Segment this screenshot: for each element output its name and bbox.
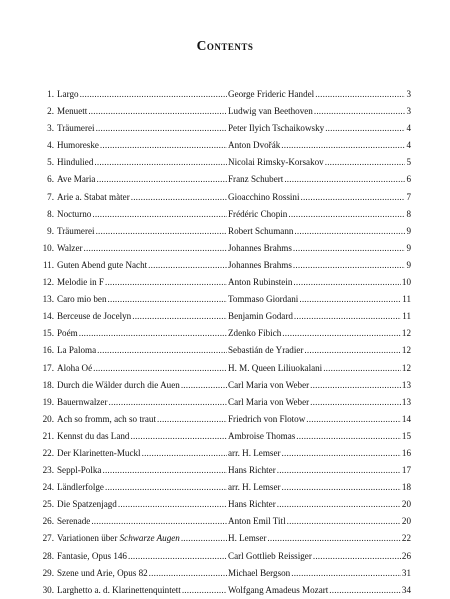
toc-entry: [40, 565, 411, 582]
toc-entry: [40, 411, 411, 428]
entry-page: 11: [402, 311, 411, 322]
entry-composer: Hans Richter: [228, 465, 276, 476]
table-of-contents: [40, 86, 411, 599]
dot-leader: [287, 513, 401, 530]
toc-entry: [40, 154, 411, 171]
entry-number: 20.: [42, 413, 54, 424]
entry-composer: Robert Schumann: [228, 225, 294, 236]
dot-leader: [310, 394, 401, 411]
dot-leader: [284, 171, 405, 188]
toc-entry: [40, 274, 411, 291]
toc-entry: [40, 189, 411, 206]
entry-composer: Peter Ilyich Tschaikowsky: [228, 123, 325, 134]
entry-title: Träumerei: [57, 225, 95, 236]
entry-composer: Hans Richter: [228, 499, 276, 510]
dot-leader: [299, 291, 401, 308]
entry-page: 9: [406, 242, 411, 253]
entry-composer: Ludwig van Beethoven: [228, 106, 313, 117]
dot-leader: [288, 206, 405, 223]
entry-composer: Sebastián de Yradier: [228, 345, 304, 356]
dot-leader: [329, 582, 401, 599]
dot-leader: [157, 411, 227, 428]
dot-leader: [282, 325, 401, 342]
toc-entry: [40, 513, 411, 530]
entry-page: 18: [401, 482, 411, 493]
entry-composer: Johannes Brahms: [228, 242, 292, 253]
entry-title: Largo: [57, 89, 79, 99]
toc-entry: [40, 479, 411, 496]
dot-leader: [181, 377, 227, 394]
dot-leader: [128, 548, 227, 565]
toc-entry: [40, 206, 411, 223]
dot-leader: [293, 257, 406, 274]
dot-leader: [325, 120, 405, 137]
entry-page: 9: [406, 225, 411, 236]
entry-title: Der Klarinetten-Muckl: [57, 447, 141, 458]
dot-leader: [282, 479, 401, 496]
entry-page: 13: [401, 396, 411, 407]
entry-title: Poém: [57, 328, 78, 339]
entry-composer: Franz Schubert: [228, 174, 284, 185]
toc-entry: [40, 462, 411, 479]
entry-page: 22: [401, 533, 411, 544]
dot-leader: [100, 137, 227, 154]
toc-entry: [40, 428, 411, 445]
entry-page: 6: [406, 174, 411, 185]
entry-title: Humoreske: [57, 140, 99, 151]
toc-entry: [40, 223, 411, 240]
entry-number: 12.: [42, 277, 54, 288]
toc-entry: [40, 171, 411, 188]
entry-title: Melodie in F: [57, 277, 104, 288]
entry-number: 5.: [47, 157, 54, 168]
entry-composer: H. Lemser: [228, 533, 267, 544]
entry-number: 14.: [42, 311, 54, 322]
entry-composer: Michael Bergson: [228, 567, 291, 578]
entry-title: Durch die Wälder durch die Auen: [57, 379, 180, 390]
dot-leader: [277, 462, 401, 479]
entry-title: Kennst du das Land: [57, 430, 130, 441]
dot-leader: [93, 360, 227, 377]
entry-page: 8: [406, 208, 411, 219]
dot-leader: [79, 325, 227, 342]
entry-title: Arie a. Stabat màter: [57, 191, 130, 202]
entry-composer: Zdenko Fibich: [228, 328, 282, 339]
dot-leader: [91, 513, 227, 530]
dot-leader: [109, 394, 228, 411]
entry-composer: Ambroise Thomas: [228, 430, 296, 441]
dot-leader: [142, 445, 227, 462]
dot-leader: [118, 496, 227, 513]
entry-number: 21.: [42, 430, 54, 441]
toc-entry: [40, 240, 411, 257]
entry-page: 10: [401, 277, 411, 288]
entry-page: 14: [401, 413, 411, 424]
entry-page: 34: [401, 584, 411, 595]
entry-number: 26.: [42, 516, 54, 527]
dot-leader: [267, 530, 401, 547]
dot-leader: [96, 223, 227, 240]
dot-leader: [132, 308, 227, 325]
dot-leader: [281, 137, 405, 154]
entry-page: 3: [406, 106, 411, 117]
page-title: Contents: [196, 38, 254, 53]
dot-leader: [293, 240, 406, 257]
dot-leader: [294, 308, 401, 325]
toc-entry: [40, 530, 411, 547]
entry-composer: Anton Rubinstein: [228, 277, 293, 288]
entry-page: 7: [406, 191, 411, 202]
entry-title: Ländlerfolge: [57, 482, 104, 493]
toc-entry: [40, 325, 411, 342]
entry-number: 4.: [47, 140, 54, 151]
dot-leader: [94, 154, 227, 171]
entry-composer: Anton Dvořák: [228, 140, 281, 151]
entry-composer: Benjamin Godard: [228, 311, 293, 322]
entry-composer: H. M. Queen Liliuokalani: [228, 362, 323, 373]
toc-entry: [40, 360, 411, 377]
entry-composer: arr. H. Lemser: [228, 482, 281, 493]
toc-entry: [40, 548, 411, 565]
dot-leader: [323, 360, 401, 377]
entry-composer: Gioacchino Rossini: [228, 191, 300, 202]
dot-leader: [97, 342, 227, 359]
entry-number: 6.: [47, 174, 54, 185]
entry-title: Walzer: [57, 242, 83, 253]
entry-number: 27.: [42, 533, 54, 544]
dot-leader: [148, 257, 227, 274]
entry-page: 17: [401, 465, 411, 476]
entry-number: 23.: [42, 465, 54, 476]
toc-entry: [40, 137, 411, 154]
entry-page: 15: [401, 430, 411, 441]
entry-composer: Carl Maria von Weber: [228, 396, 310, 407]
entry-title: Szene und Arie, Opus 82: [57, 567, 148, 578]
entry-page: 20: [401, 516, 411, 527]
toc-entry: [40, 103, 411, 120]
dot-leader: [282, 445, 401, 462]
dot-leader: [102, 462, 227, 479]
entry-title: Hindulied: [57, 157, 94, 168]
entry-number: 28.: [42, 550, 54, 561]
entry-number: 8.: [47, 208, 54, 219]
entry-page: 3: [406, 89, 411, 99]
entry-number: 29.: [42, 567, 54, 578]
entry-number: 16.: [42, 345, 54, 356]
entry-page: 20: [401, 499, 411, 510]
dot-leader: [84, 240, 227, 257]
entry-title-italic: Schwarze Augen: [119, 533, 180, 544]
dot-leader: [149, 565, 227, 582]
entry-composer: Tommaso Giordani: [228, 294, 299, 305]
toc-entry: [40, 342, 411, 359]
entry-title: Ave Maria: [57, 174, 96, 185]
toc-entry: [40, 86, 411, 103]
entry-title: Berceuse de Jocelyn: [57, 311, 132, 322]
entry-number: 22.: [42, 447, 54, 458]
dot-leader: [96, 120, 227, 137]
dot-leader: [293, 274, 400, 291]
toc-entry: [40, 120, 411, 137]
dot-leader: [92, 206, 227, 223]
entry-number: 13.: [42, 294, 54, 305]
entry-number: 18.: [42, 379, 54, 390]
dot-leader: [277, 496, 401, 513]
entry-page: 13: [401, 379, 411, 390]
entry-page: 31: [401, 567, 411, 578]
entry-page: 4: [406, 140, 411, 151]
dot-leader: [296, 428, 401, 445]
entry-number: 30.: [42, 584, 54, 595]
entry-title: Caro mio ben: [57, 294, 107, 305]
entry-number: 17.: [42, 362, 54, 373]
dot-leader: [130, 428, 227, 445]
entry-title: Larghetto a. d. Klarinettenquintett: [57, 584, 181, 595]
entry-composer: Frédéric Chopin: [228, 208, 288, 219]
entry-title: Die Spatzenjagd: [57, 499, 117, 510]
entry-number: 11.: [42, 259, 54, 270]
entry-composer: Friedrich von Flotow: [228, 413, 306, 424]
entry-title: Bauernwalzer: [57, 396, 108, 407]
entry-title: Variationen über Schwarze Augen: [57, 533, 180, 544]
entry-composer: Johannes Brahms: [228, 259, 292, 270]
entry-title: Seppl-Polka: [57, 465, 102, 476]
dot-leader: [88, 103, 227, 120]
entry-page: 26: [401, 550, 411, 561]
dot-leader: [304, 342, 400, 359]
dot-leader: [300, 189, 405, 206]
dot-leader: [313, 548, 401, 565]
entry-composer: Anton Emil Titl: [228, 516, 286, 527]
entry-page: 9: [406, 259, 411, 270]
toc-entry: [40, 496, 411, 513]
dot-leader: [105, 479, 227, 496]
dot-leader: [80, 86, 227, 103]
entry-title: Nocturno: [57, 208, 92, 219]
entry-number: 25.: [42, 499, 54, 510]
entry-composer: Wolfgang Amadeus Mozart: [228, 584, 329, 595]
toc-entry: [40, 257, 411, 274]
entry-title: Menuett: [57, 106, 88, 117]
entry-number: 2.: [47, 106, 54, 117]
entry-page: 4: [406, 123, 411, 134]
toc-entry: [40, 291, 411, 308]
entry-page: 11: [402, 294, 411, 305]
entry-title: La Paloma: [57, 345, 97, 356]
entry-composer: George Frideric Handel: [228, 89, 315, 99]
entry-number: 15.: [42, 328, 54, 339]
toc-entry: [40, 394, 411, 411]
entry-composer: Nicolai Rimsky-Korsakov: [228, 157, 324, 168]
dot-leader: [310, 377, 401, 394]
entry-page: 16: [401, 447, 411, 458]
entry-title: Aloha Oé: [57, 362, 93, 373]
entry-title: Ach so fromm, ach so traut: [57, 413, 156, 424]
dot-leader: [105, 274, 227, 291]
dot-leader: [182, 582, 227, 599]
entry-number: 19.: [42, 396, 54, 407]
entry-title: Träumerei: [57, 123, 95, 134]
entry-number: 3.: [47, 123, 54, 134]
toc-entry: [40, 582, 411, 599]
entry-composer: Carl Gottlieb Reissiger: [228, 550, 312, 561]
entry-number: 9.: [47, 225, 54, 236]
dot-leader: [306, 411, 401, 428]
entry-page: 12: [401, 362, 411, 373]
dot-leader: [181, 530, 227, 547]
entry-title: Guten Abend gute Nacht: [57, 259, 148, 270]
dot-leader: [108, 291, 227, 308]
entry-page: 12: [401, 328, 411, 339]
entry-composer: arr. H. Lemser: [228, 447, 281, 458]
dot-leader: [131, 189, 227, 206]
dot-leader: [315, 86, 405, 103]
toc-entry: [40, 308, 411, 325]
entry-number: 10.: [42, 242, 54, 253]
dot-leader: [294, 223, 405, 240]
entry-page: 5: [406, 157, 411, 168]
dot-leader: [291, 565, 401, 582]
entry-composer: Carl Maria von Weber: [228, 379, 310, 390]
entry-number: 7.: [47, 191, 54, 202]
entry-number: 1.: [47, 89, 54, 99]
dot-leader: [314, 103, 406, 120]
entry-number: 24.: [42, 482, 54, 493]
dot-leader: [96, 171, 227, 188]
toc-entry: [40, 445, 411, 462]
entry-page: 12: [401, 345, 411, 356]
entry-title: Serenade: [57, 516, 91, 527]
toc-entry: [40, 377, 411, 394]
entry-title: Fantasie, Opus 146: [57, 550, 127, 561]
dot-leader: [325, 154, 406, 171]
